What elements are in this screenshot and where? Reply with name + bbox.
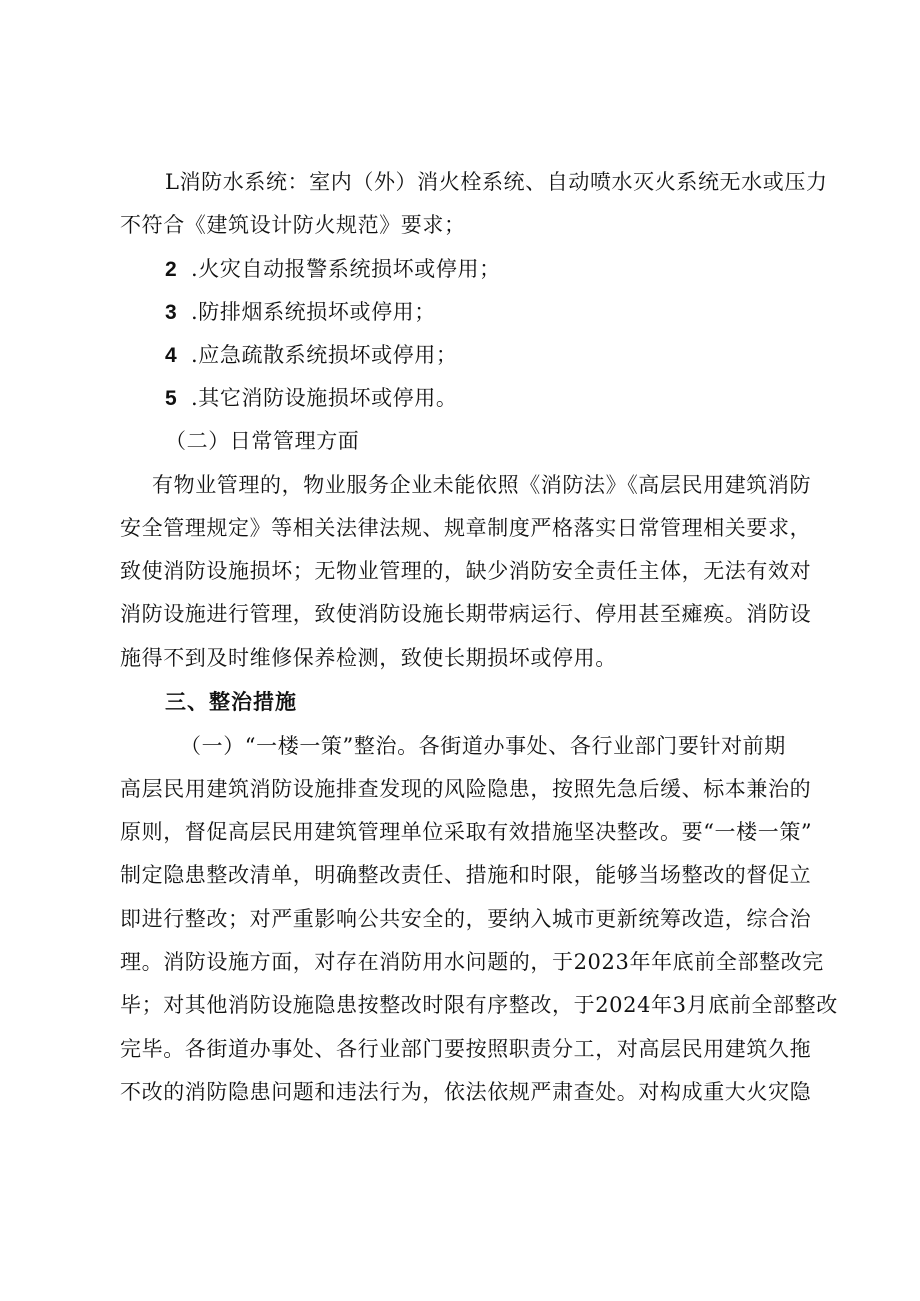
paragraph-line: 毕；对其他消防设施隐患按整改时限有序整改，于2024年3月底前全部整改 xyxy=(120,993,838,1017)
section-heading-remediation: 三、整治措施 xyxy=(165,690,297,714)
item-1-line-1: L消防水系统：室内（外）消火栓系统、自动喷水灭火系统无水或压力 xyxy=(165,170,828,194)
paragraph-line: 消防设施进行管理，致使消防设施长期带病运行、停用甚至瘫痪。消防设 xyxy=(120,602,812,626)
paragraph-line: 施得不到及时维修保养检测，致使长期损坏或停用。 xyxy=(120,646,617,670)
paragraph-line: 有物业管理的，物业服务企业未能依照《消防法》《高层民用建筑消防 xyxy=(152,473,812,497)
list-item xyxy=(165,340,820,371)
paragraph-line: （一）“一楼一策”整治。各街道办事处、各行业部门要针对前期 xyxy=(180,734,786,758)
list-item xyxy=(165,383,820,414)
list-item-number: 5 xyxy=(165,387,178,410)
paragraph-line: 理。消防设施方面，对存在消防用水问题的，于2023年年底前全部整改完 xyxy=(120,950,824,974)
list-item xyxy=(165,297,820,328)
list-item-number: 2 xyxy=(165,258,178,281)
paragraph-line: 高层民用建筑消防设施排查发现的风险隐患，按照先急后缓、标本兼治的 xyxy=(120,777,812,801)
paragraph-line: 致使消防设施损坏；无物业管理的，缺少消防安全责任主体，无法有效对 xyxy=(120,559,812,583)
list-item-text: .其它消防设施损坏或停用。 xyxy=(191,386,458,410)
paragraph-line: 安全管理规定》等相关法律法规、规章制度严格落实日常管理相关要求， xyxy=(120,516,812,540)
item-1-line-2: 不符合《建筑设计防火规范》要求； xyxy=(120,213,466,237)
paragraph-line: 制定隐患整改清单，明确整改责任、措施和时限，能够当场整改的督促立 xyxy=(120,863,812,887)
paragraph-line: 原则，督促高层民用建筑管理单位采取有效措施坚决整改。要“一楼一策” xyxy=(120,820,813,844)
list-item-text: .火灾自动报警系统损坏或停用； xyxy=(191,257,501,281)
list-item-number: 3 xyxy=(165,301,178,324)
paragraph-line: 完毕。各街道办事处、各行业部门要按照职责分工，对高层民用建筑久拖 xyxy=(120,1037,812,1061)
list-item-number: 4 xyxy=(165,344,178,367)
paragraph-line: 不改的消防隐患问题和违法行为，依法依规严肃查处。对构成重大火灾隐 xyxy=(120,1080,812,1104)
list-item xyxy=(165,254,820,285)
subheading-daily-management: （二）日常管理方面 xyxy=(165,429,360,453)
list-item-text: .应急疏散系统损坏或停用； xyxy=(191,343,458,367)
list-item-text: .防排烟系统损坏或停用； xyxy=(191,300,436,324)
paragraph-line: 即进行整改；对严重影响公共安全的，要纳入城市更新统筹改造，综合治 xyxy=(120,907,812,931)
